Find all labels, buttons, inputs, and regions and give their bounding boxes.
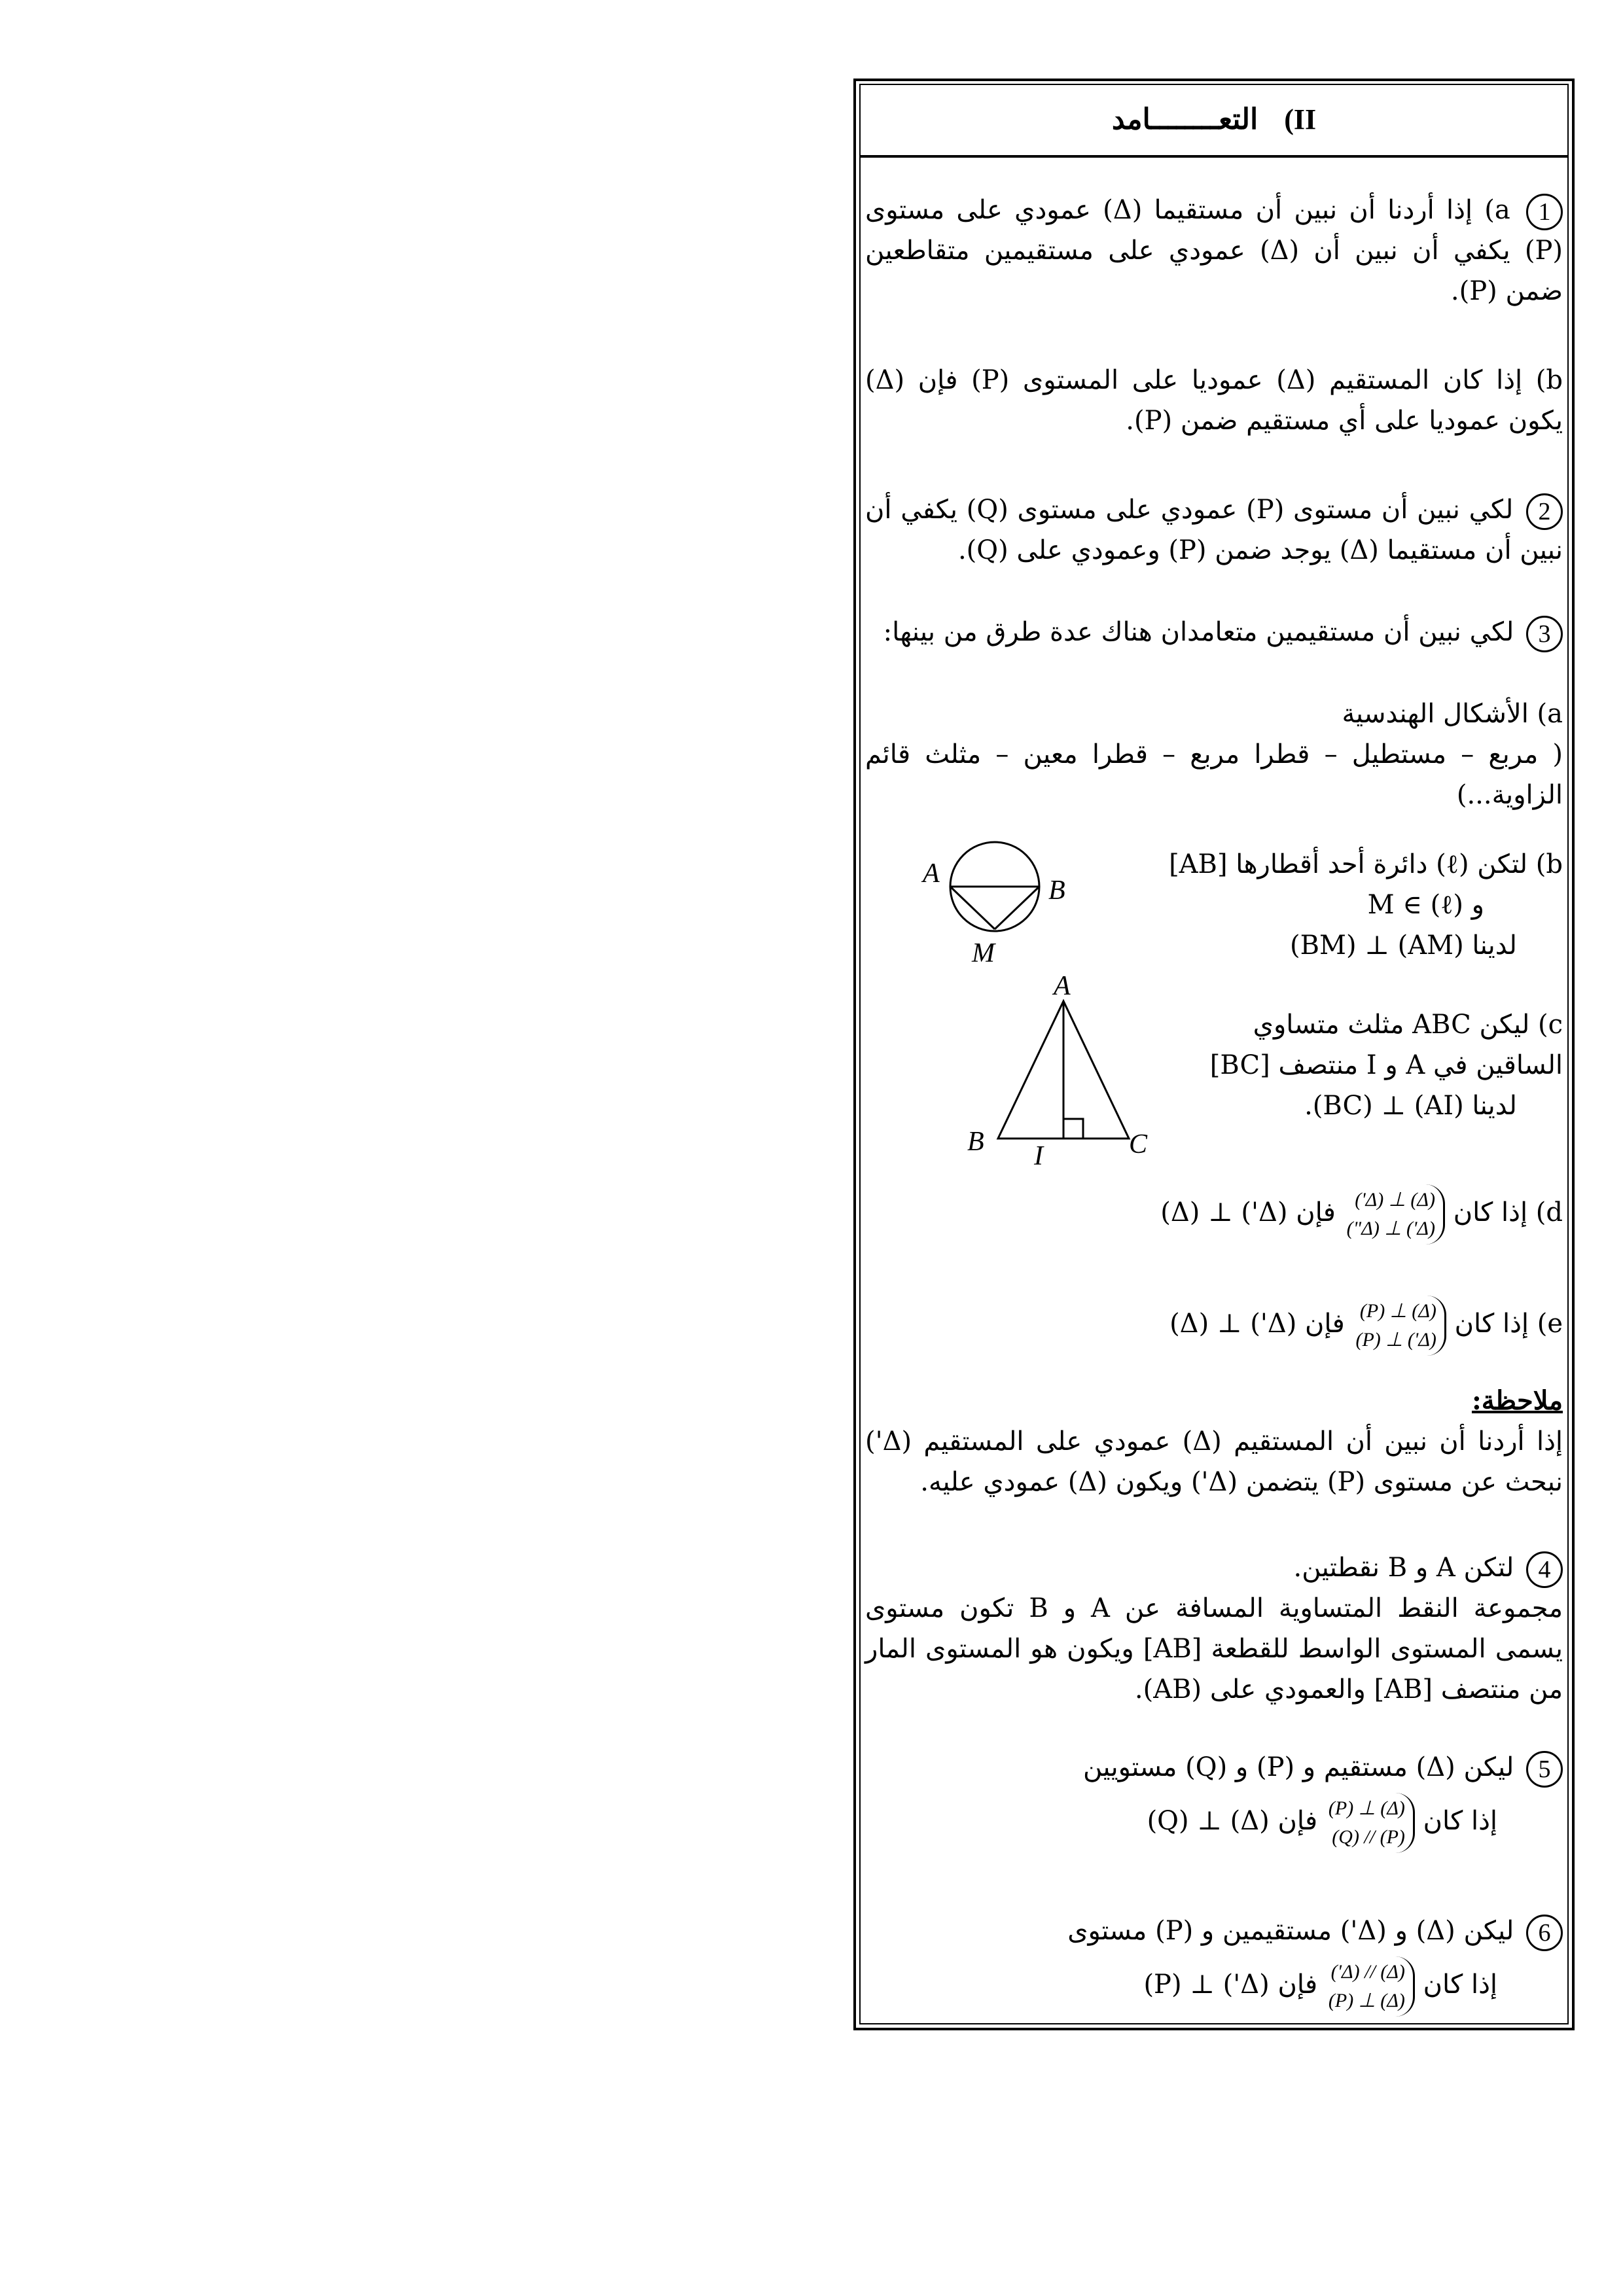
item-3b-line2: و M ∈ (ℓ) — [1367, 890, 1484, 920]
item-3a-title: a) الأشكال الهندسية — [1342, 699, 1563, 729]
circle-label-b: B — [1048, 875, 1065, 906]
item-3d — [1092, 1184, 1563, 1245]
item-3c-line3: لدينا (AI) ⊥ (BC). — [1304, 1091, 1517, 1121]
item-3-text: لكي نبين أن مستقيمين متعامدان هناك عدة طرق من بينها: — [883, 617, 1514, 647]
item-3a-list: ( مربع – مستطيل – قطرا مربع – قطرا معين – مثلث قائم الزاوية...) — [865, 739, 1563, 810]
item-6-system — [1326, 1956, 1415, 2017]
item-2-text: لكي نبين أن مستوى (P) عمودي على مستوى (Q) يكفي أن نبين أن مستقيما (Δ) يوجد ضمن (P) وعمودي على (Q). — [865, 495, 1563, 565]
tri-label-a: A — [1054, 975, 1071, 1001]
section-number: II) — [1284, 103, 1317, 135]
item-5-then: فإن (Δ) ⊥ (Q) — [1147, 1806, 1318, 1836]
item-1b-text: b) إذا كان المستقيم (Δ) عموديا على المستوى (P) فإن (Δ) يكون عموديا على أي مستقيم ضمن (P). — [865, 365, 1563, 436]
item-1a-text: a) إذا أردنا أن نبين أن مستقيما (Δ) عمودي على مستوى (P) يكفي أن نبين أن (Δ) عمودي على مستقيمين متقاطعين ضمن (P). — [865, 195, 1563, 306]
item-3d-system — [1344, 1184, 1445, 1245]
tri-label-b: B — [967, 1127, 984, 1157]
item-3c — [1157, 1004, 1563, 1126]
item-5 — [865, 1747, 1563, 1853]
item-4-number: 4 — [1526, 1551, 1563, 1588]
item-3d-label: d) إذا كان — [1453, 1197, 1563, 1227]
item-3e-then: فإن (Δ') ⊥ (Δ) — [1169, 1309, 1345, 1339]
item-3e-label: e) إذا كان — [1454, 1309, 1563, 1339]
item-5-cond2: (P) // (Q) — [1332, 1826, 1405, 1848]
item-3d-cond1: (Δ) ⊥ (Δ') — [1355, 1189, 1435, 1210]
circle-label-m: M — [972, 938, 995, 968]
item-1b — [865, 360, 1563, 441]
item-6 — [865, 1911, 1563, 2017]
am-line — [950, 887, 995, 929]
item-5-system — [1326, 1793, 1415, 1853]
item-2 — [865, 489, 1563, 571]
item-3a — [865, 694, 1563, 815]
section-title-text: التعــــــــامد — [1111, 103, 1258, 136]
item-3d-cond2: (Δ') ⊥ (Δ") — [1346, 1218, 1435, 1239]
item-2-number: 2 — [1526, 493, 1563, 530]
item-4-text: مجموعة النقط المتساوية المسافة عن A و B تكون مستوى يسمى المستوى الواسط للقطعة [AB] ويكون هو المستوى المار من منتصف [AB] والعمودي على (AB). — [865, 1593, 1563, 1704]
item-6-line1: ليكن (Δ) و (Δ') مستقيمين و (P) مستوى — [1067, 1916, 1514, 1946]
item-6-label: إذا كان — [1423, 1969, 1497, 2000]
item-3b-line1: b) لتكن (ℓ) دائرة أحد أقطارها [AB] — [1169, 849, 1563, 879]
item-3e-cond1: (Δ) ⊥ (P) — [1359, 1300, 1436, 1322]
note-title: ملاحظة: — [1471, 1385, 1563, 1416]
item-3c-line2: الساقين في A و I منتصف [BC] — [1209, 1050, 1563, 1080]
item-1-number: 1 — [1526, 194, 1563, 230]
item-3b-line3: لدينا (AM) ⊥ (BM) — [1290, 930, 1517, 961]
item-6-cond2: (Δ) ⊥ (P) — [1328, 1990, 1405, 2011]
item-5-label: إذا كان — [1423, 1806, 1497, 1836]
item-6-number: 6 — [1526, 1915, 1563, 1951]
item-6-then: فإن (Δ') ⊥ (P) — [1143, 1969, 1318, 2000]
item-4 — [865, 1547, 1563, 1710]
item-3-number: 3 — [1526, 616, 1563, 652]
item-3e — [1092, 1296, 1563, 1356]
note — [865, 1381, 1563, 1502]
tri-label-c: C — [1129, 1129, 1148, 1159]
item-1 — [865, 190, 1563, 311]
circle-label-a: A — [923, 858, 940, 889]
item-5-number: 5 — [1526, 1751, 1563, 1788]
item-3d-then: فإن (Δ') ⊥ (Δ) — [1160, 1197, 1336, 1227]
item-3b — [1131, 844, 1563, 966]
section-title — [859, 84, 1569, 158]
note-text: إذا أردنا أن نبين أن المستقيم (Δ) عمودي على المستقيم (Δ') نبحث عن مستوى (P) يتضمن (Δ') ويكون (Δ) عمودي عليه. — [865, 1426, 1563, 1497]
item-5-cond1: (Δ) ⊥ (P) — [1328, 1797, 1405, 1819]
item-3c-line1: c) ليكن ABC مثلث متساوي — [1253, 1010, 1563, 1040]
item-6-cond1: (Δ) // (Δ') — [1330, 1961, 1405, 1983]
bm-line — [995, 887, 1039, 929]
triangle-figure — [955, 975, 1152, 1178]
item-3e-cond2: (Δ') ⊥ (P) — [1355, 1329, 1436, 1351]
item-3 — [865, 612, 1563, 652]
item-5-line1: ليكن (Δ) مستقيم و (P) و (Q) مستويين — [1082, 1752, 1514, 1782]
item-3e-system — [1353, 1296, 1446, 1356]
item-4-line1: لتكن A و B نقطتين. — [1293, 1553, 1514, 1583]
right-angle-mark — [1063, 1119, 1083, 1139]
tri-label-i: I — [1034, 1141, 1043, 1171]
circle-figure — [897, 838, 1093, 988]
